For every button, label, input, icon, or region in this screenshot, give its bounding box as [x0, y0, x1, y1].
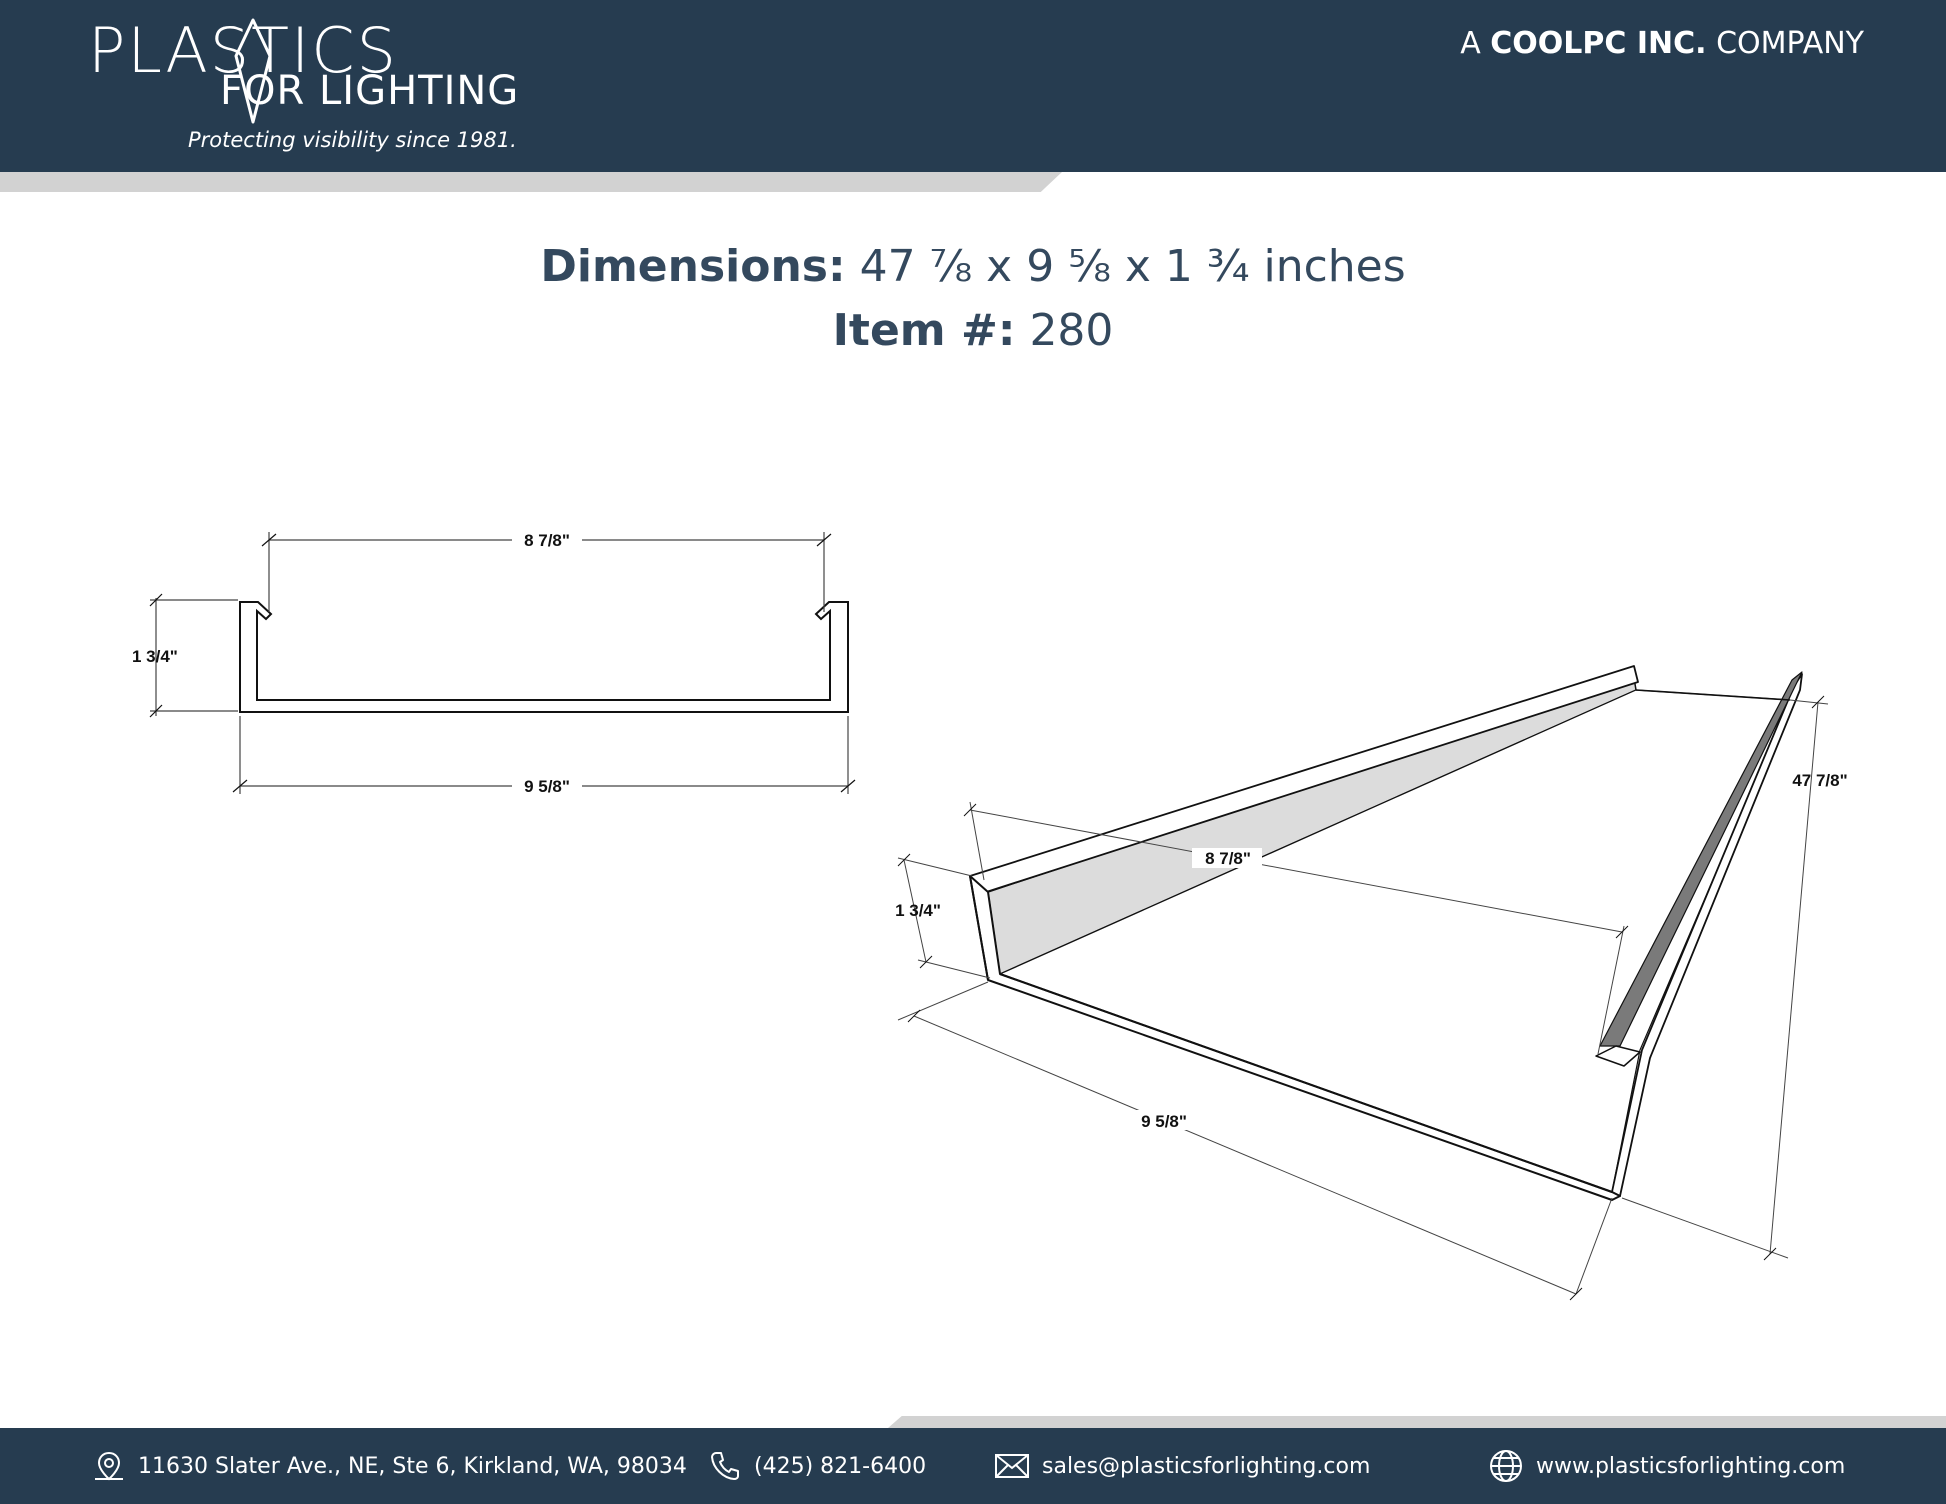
iso-inner-width-label: 8 7/8": [1205, 849, 1251, 868]
tagline: Protecting visibility since 1981.: [188, 128, 517, 152]
globe-icon: [1488, 1448, 1524, 1484]
profile-bottom-width-label: 9 5/8": [524, 777, 570, 796]
parent-company: A COOLPC INC. COMPANY: [1460, 26, 1864, 61]
phone-text[interactable]: (425) 821-6400: [754, 1453, 927, 1479]
item-number-value: 280: [1029, 305, 1114, 356]
location-pin-icon: [92, 1449, 126, 1483]
footer-accent-stripe: [888, 1416, 1946, 1428]
footer-email[interactable]: [994, 1446, 1370, 1486]
profile-top-width-label: 8 7/8": [524, 531, 570, 550]
logo-word-plastics: PLASTICS: [88, 14, 398, 87]
dimensions-label: Dimensions:: [540, 241, 846, 292]
profile-outline: [240, 602, 848, 712]
profile-height-label: 1 3/4": [132, 647, 178, 666]
profile-view: [150, 532, 855, 794]
iso-length-label: 47 7/8": [1792, 771, 1848, 790]
footer-address: [92, 1446, 687, 1486]
iso-height-label: 1 3/4": [895, 901, 941, 920]
phone-icon: [708, 1449, 742, 1483]
dimensions-value: 47 ⅞ x 9 ⅝ x 1 ¾ inches: [859, 241, 1406, 292]
isometric-view: [970, 666, 1802, 1200]
address-text: 11630 Slater Ave., NE, Ste 6, Kirkland, WA, 98034: [138, 1453, 687, 1479]
email-text[interactable]: sales@plasticsforlighting.com: [1042, 1453, 1371, 1479]
item-number-label: Item #:: [832, 305, 1016, 356]
footer-phone[interactable]: [708, 1446, 926, 1486]
iso-bottom-width-label: 9 5/8": [1141, 1112, 1187, 1131]
envelope-icon: [994, 1449, 1030, 1483]
footer-website[interactable]: [1488, 1446, 1845, 1486]
profile-labels: [132, 528, 582, 797]
logo-word-for-lighting: FOR LIGHTING: [220, 68, 520, 114]
page-footer: [0, 1428, 1946, 1504]
website-text[interactable]: www.plasticsforlighting.com: [1536, 1453, 1846, 1479]
